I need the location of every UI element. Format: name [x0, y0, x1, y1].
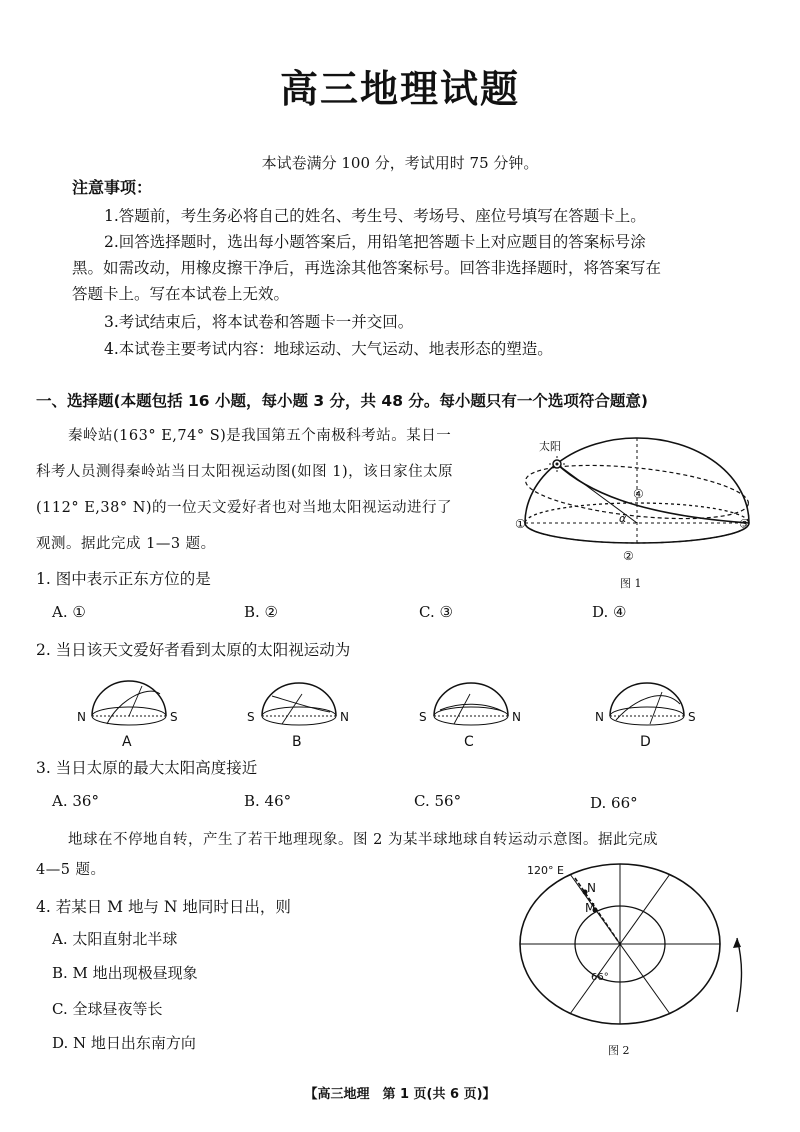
intro-line: 4—5 题。 [36, 862, 106, 878]
notice-item: 4.本试卷主要考试内容：地球运动、大气运动、地表形态的塑造。 [104, 340, 553, 358]
intro-line: 观测。据此完成 1—3 题。 [36, 536, 216, 552]
sun-label: 太阳 [539, 440, 561, 453]
q2-diagram-a [72, 672, 187, 752]
q1-option-d: D. ④ [592, 603, 627, 621]
mark-4: ④ [633, 487, 644, 501]
lat-label: 66° [591, 972, 609, 983]
notice-item: 1.答题前，考生务必将自己的姓名、考生号、考场号、座位号填写在答题卡上。 [104, 207, 646, 225]
question-4-stem: 4. 若某日 M 地与 N 地同时日出，则 [36, 898, 291, 916]
q2-diagram-d [590, 672, 705, 752]
q2-d-letter: D [640, 734, 651, 750]
q2-b-letter: B [292, 734, 302, 750]
q2-a-letter: A [122, 734, 132, 750]
intro-line: 秦岭站(163° E,74° S)是我国第五个南极科考站。某日一 [68, 428, 452, 444]
figure-2-rotation-diagram [515, 862, 760, 1052]
q4-option-a: A. 太阳直射北半球 [52, 930, 178, 948]
q4-option-c: C. 全球昼夜等长 [52, 1000, 163, 1018]
notice-item: 3.考试结束后，将本试卷和答题卡一并交回。 [104, 313, 414, 331]
mark-1: ① [515, 517, 526, 531]
q2-diagram-b [242, 672, 357, 752]
q1-option-c: C. ③ [419, 603, 453, 621]
m-label: M [585, 901, 596, 915]
mark-3: ③ [739, 517, 750, 531]
q2-d-right-label: S [688, 710, 696, 724]
intro-line: 科考人员测得秦岭站当日太阳视运动图(如图 1)，该日家住太原 [36, 464, 454, 480]
q1-option-a: A. ① [52, 603, 86, 621]
figure-2-caption: 图 2 [608, 1044, 630, 1057]
q2-d-left-label: N [595, 710, 604, 724]
q2-a-left-label: N [77, 710, 86, 724]
exam-subtitle: 本试卷满分 100 分，考试用时 75 分钟。 [261, 154, 539, 172]
question-3-stem: 3. 当日太原的最大太阳高度接近 [36, 759, 258, 777]
q2-c-right-label: N [512, 710, 521, 724]
q3-option-d: D. 66° [590, 794, 638, 812]
intro-line: (112° E,38° N)的一位天文爱好者也对当地太阳视运动进行了 [36, 500, 453, 516]
q3-option-c: C. 56° [414, 792, 462, 810]
q2-c-left-label: S [419, 710, 427, 724]
q4-option-d: D. N 地日出东南方向 [52, 1034, 196, 1052]
q2-c-letter: C [464, 734, 474, 750]
n-label: N [587, 881, 596, 895]
lon-label: 120° E [527, 864, 564, 877]
question-2-stem: 2. 当日该天文爱好者看到太原的太阳视运动为 [36, 641, 351, 659]
q2-a-right-label: S [170, 710, 178, 724]
notice-heading: 注意事项： [72, 178, 153, 197]
q1-option-b: B. ② [244, 603, 279, 621]
q3-option-a: A. 36° [52, 792, 99, 810]
notice-item: 答题卡上。写在本试卷上无效。 [72, 285, 290, 303]
q2-diagram-c [414, 672, 529, 752]
page-footer: 【高三地理 第 1 页(共 6 页)】 [304, 1087, 496, 1102]
alpha-label: α [619, 512, 627, 525]
figure-1-sun-path-diagram [515, 430, 765, 595]
figure-1-caption: 图 1 [620, 577, 642, 590]
q3-option-b: B. 46° [244, 792, 292, 810]
notice-item: 黑。如需改动，用橡皮擦干净后，再选涂其他答案标号。回答非选择题时，将答案写在 [72, 259, 662, 277]
question-1-stem: 1. 图中表示正东方位的是 [36, 570, 211, 588]
section-heading: 一、选择题(本题包括 16 小题，每小题 3 分，共 48 分。每小题只有一个选项符合题意) [36, 392, 648, 410]
mark-2: ② [623, 549, 634, 563]
intro-line: 地球在不停地自转，产生了若干地理现象。图 2 为某半球地球自转运动示意图。据此完成 [68, 832, 658, 848]
q2-b-left-label: S [247, 710, 255, 724]
page-title: 高三地理试题 [279, 67, 520, 111]
q2-b-right-label: N [340, 710, 349, 724]
q4-option-b: B. M 地出现极昼现象 [52, 964, 198, 982]
notice-item: 2.回答选择题时，选出每小题答案后，用铅笔把答题卡上对应题目的答案标号涂 [104, 233, 646, 251]
